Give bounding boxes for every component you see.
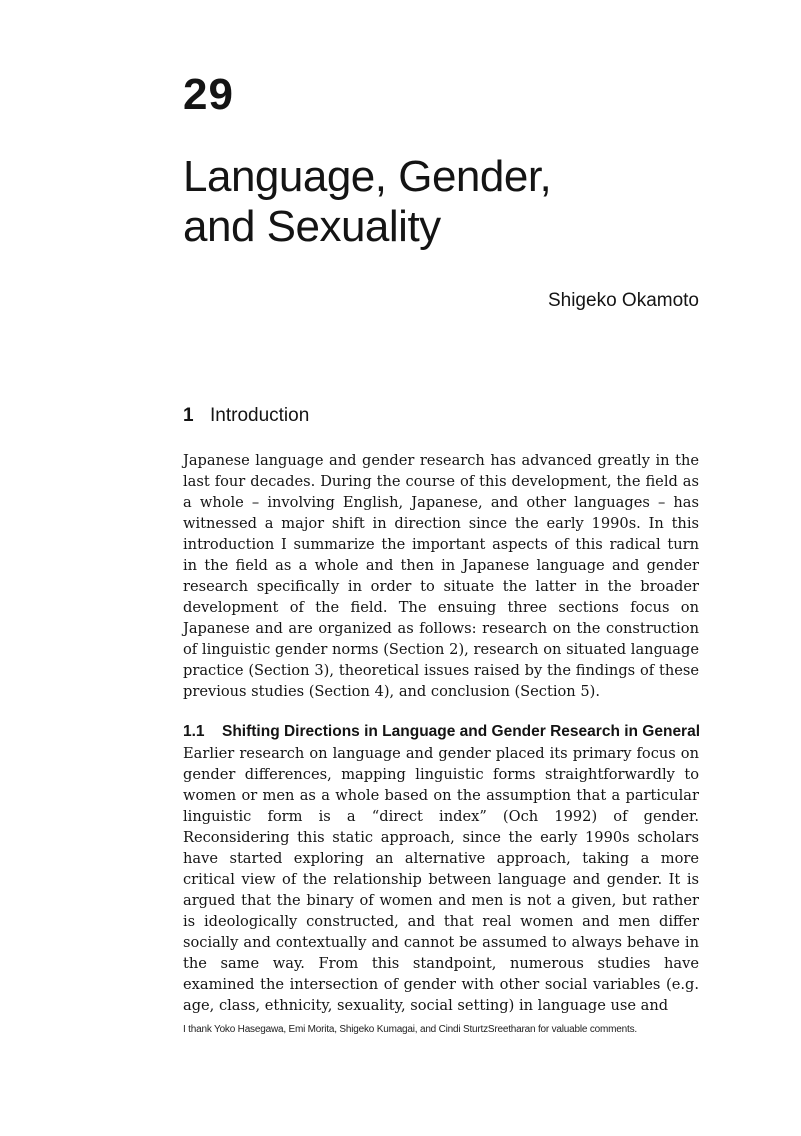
section-number: 1 [183, 405, 194, 426]
shifting-directions-paragraph: Earlier research on language and gender placed its primary focus on gender differences, mapping linguistic forms straightforwardly to women or men as a whole based on the assumption that a particular linguistic form is a “direct index” (Och 1992) of gender. Reconsidering this static approach, since the early 1990s scholars have started exploring an alternative approach, taking a more critical view of the relationship between language and gender. It is argued that the binary of women and men is not a given, but rather is ideologically constructed, and that real women and men differ socially and contextually and cannot be assumed to always behave in the same way. From this standpoint, numerous studies have examined the intersection of gender with other social variables (e.g. age, class, ethnicity, sexuality, social setting) in language use and [183, 745, 699, 1014]
author-name: Shigeko Okamoto [547, 290, 699, 311]
chapter-title-line-2: and Sexuality [183, 202, 441, 251]
chapter-title-line-1: Language, Gender, [183, 152, 552, 201]
subsection-title: Shifting Directions in Language and Gender Research in General [222, 723, 701, 740]
section-heading-introduction [183, 404, 309, 428]
chapter-title [183, 152, 703, 252]
acknowledgment-footnote: I thank Yoko Hasegawa, Emi Morita, Shigeko Kumagai, and Cindi SturtzSreetharan for valuable comments. [183, 1024, 637, 1035]
introduction-paragraph: Japanese language and gender research has advanced greatly in the last four decades. During the course of this development, the field as a whole – involving English, Japanese, and other languages – has witnessed a major shift in direction since the early 1990s. In this introduction I summarize the important aspects of this radical turn in the field as a whole and then in Japanese language and gender research specifically in order to situate the latter in the broader development of the field. The ensuing three sections focus on Japanese and are organized as follows: research on the construction of linguistic gender norms (Section 2), research on situated language practice (Section 3), theoretical issues raised by the findings of these previous studies (Section 4), and conclusion (Section 5). [183, 452, 699, 700]
subsection-number: 1.1 [183, 723, 205, 740]
chapter-number: 29 [183, 70, 234, 119]
section-title: Introduction [210, 405, 310, 426]
subsection-heading-shifting-directions [183, 721, 703, 742]
